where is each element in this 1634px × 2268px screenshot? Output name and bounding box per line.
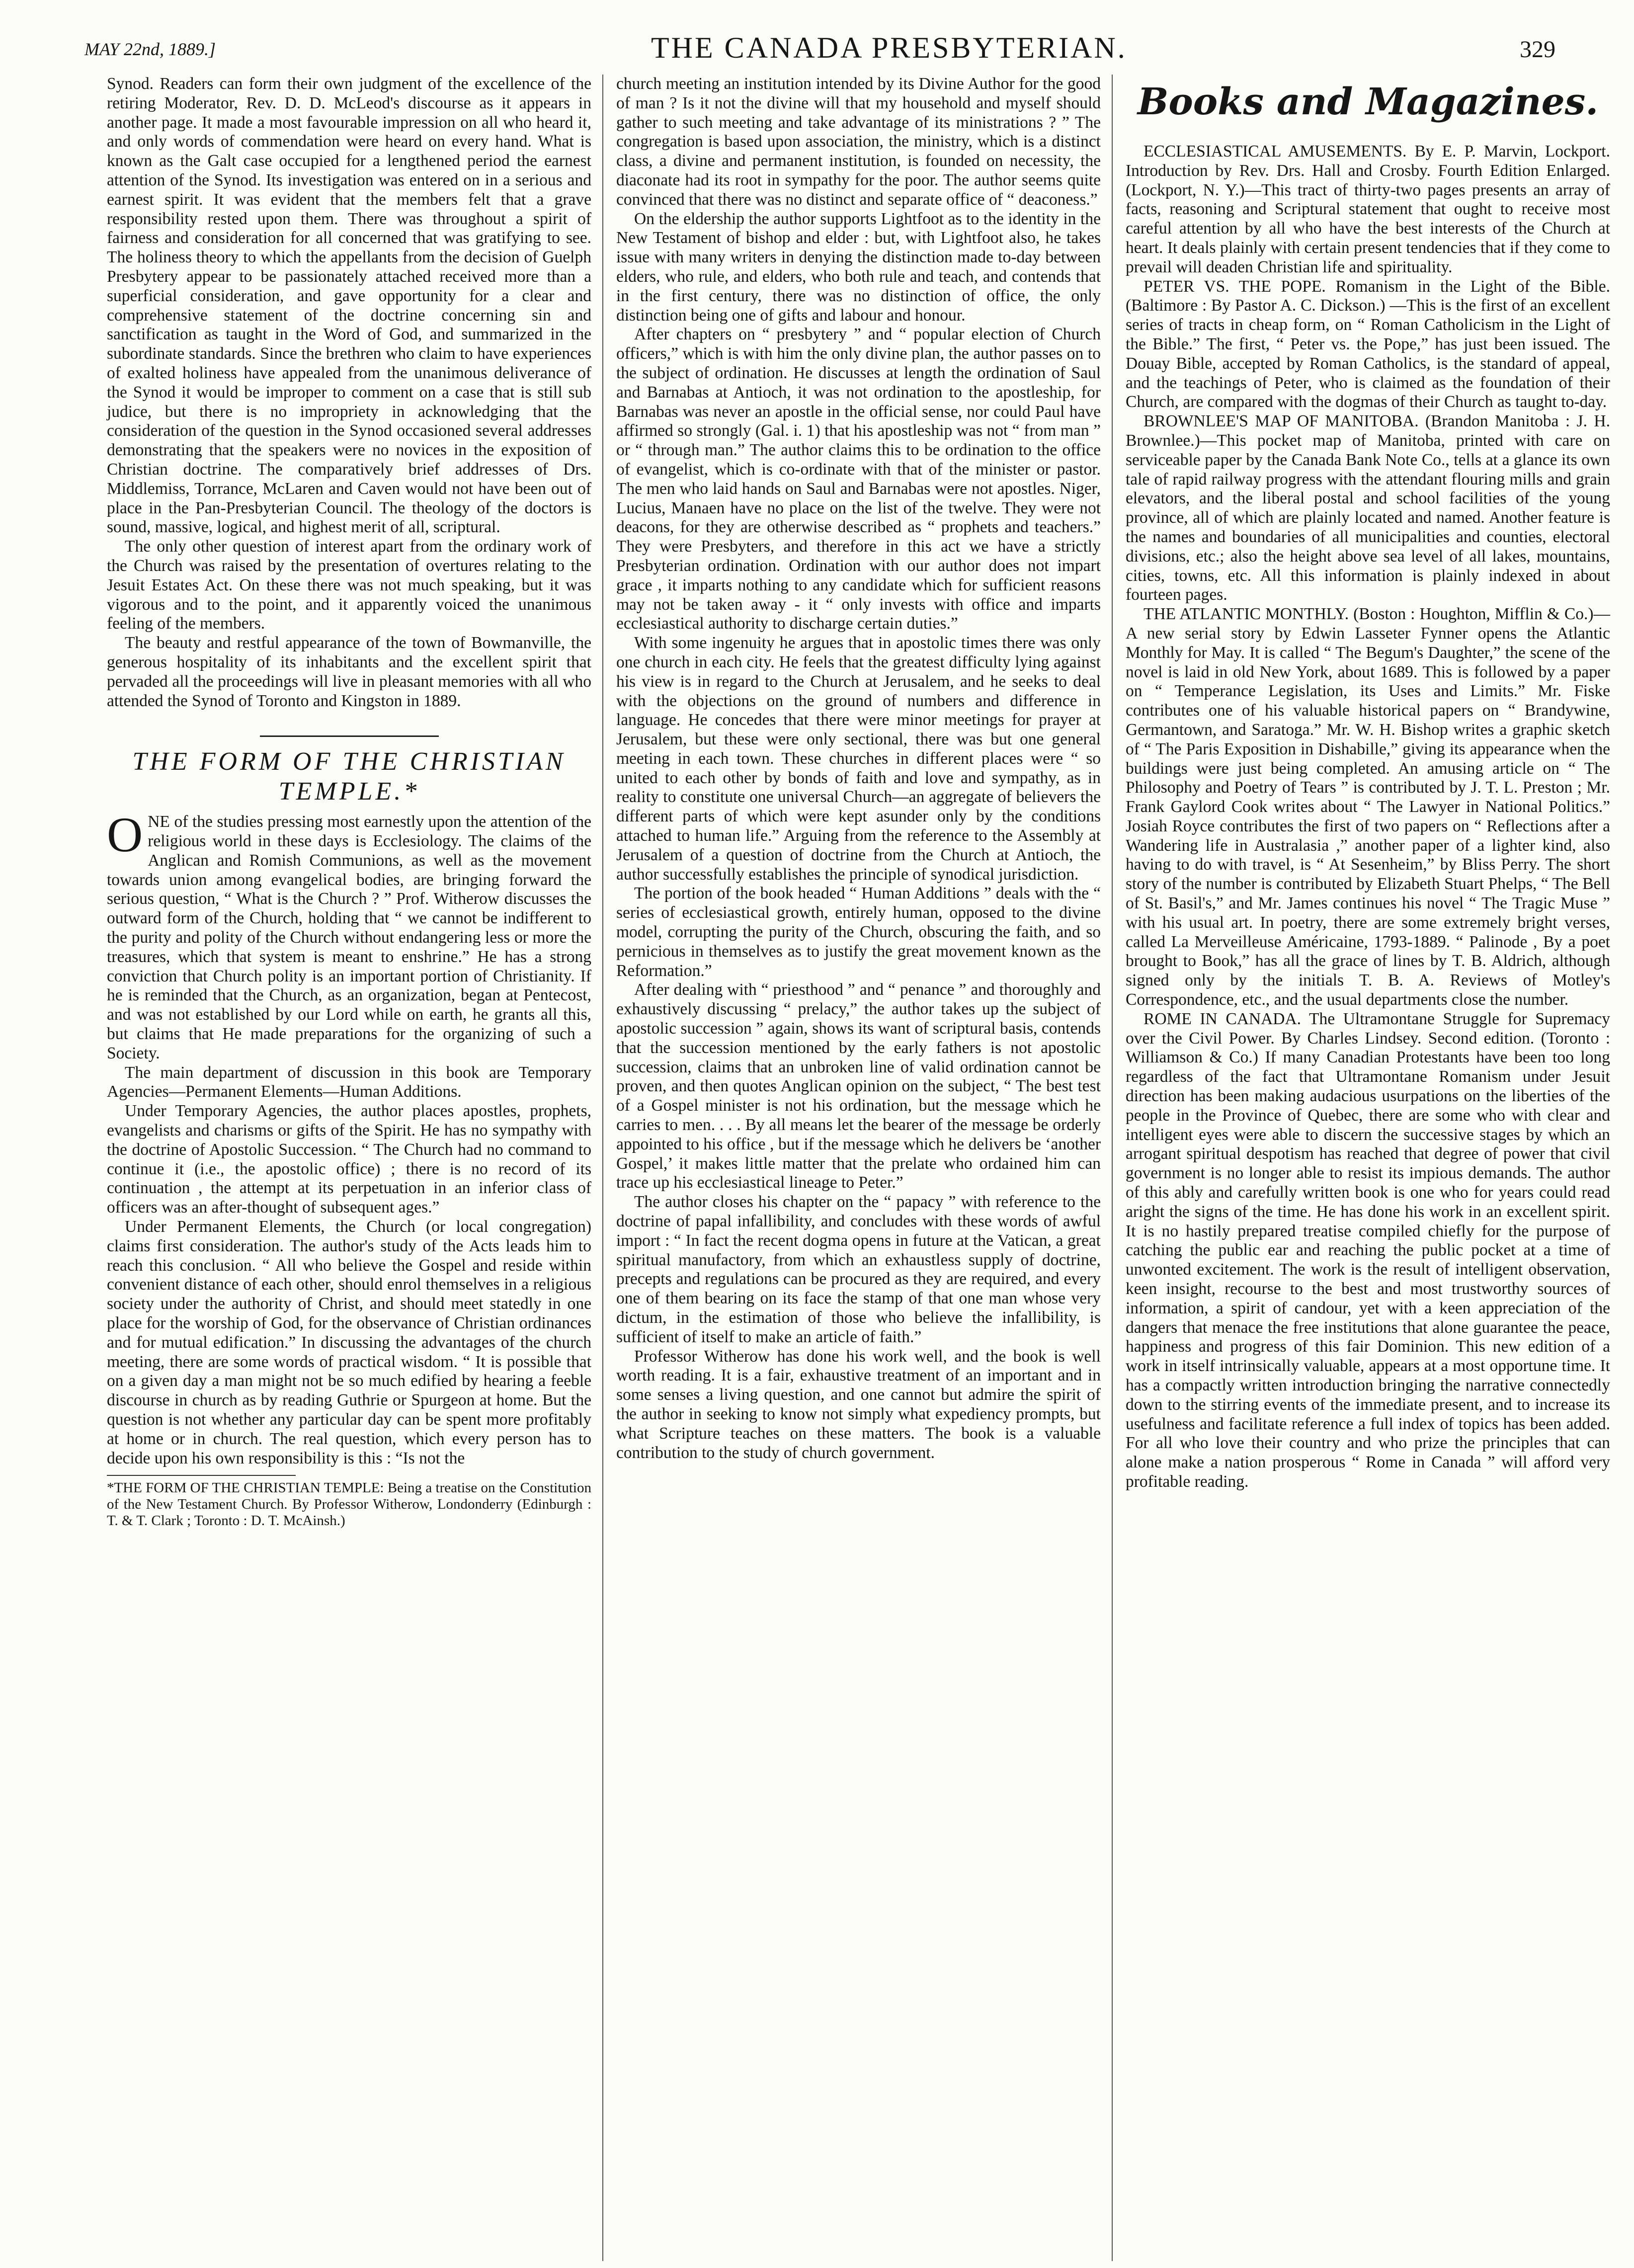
column-divider [1112, 75, 1113, 2261]
footnote-rule [107, 1475, 296, 1476]
paragraph: After chapters on “ presbytery ” and “ popular election of Church officers,” which is with him the only divine plan, the author passes on to the subject of ordination. He discusses at length the ordination of Saul and Barnabas at Antioch, it was not ordination to the apostleship, for Barnabas was never an apostle in the official sense, nor could Paul have affirmed so strongly (Gal. i. 1) that his apostleship was not “ from man ” or “ through man.” The author claims this to be ordination to the office of evangelist, which is co-ordinate with that of the minister or pastor. The men who laid hands on Saul and Barnabas were not apostles. Niger, Lucius, Manaen have no place on the list of the twelve. They were not deacons, for they are otherwise described as “ prophets and teachers.” They were Presbyters, and therefore in this act we have a strictly Presbyterian ordination. Ordination with our author does not impart grace , it imparts nothing to any candidate which for sufficient reasons may not be taken away - it “ only invests with office and imparts ecclesiastical authority to discharge certain duties.” [616, 325, 1101, 633]
paragraph: With some ingenuity he argues that in apostolic times there was only one church in each city. He feels that the greatest difficulty lying against his view is in regard to the Church at Jerusalem, and he seeks to deal with the objections on the ground of numbers and difference in language. He concedes that there were minor meetings for prayer at Jerusalem, but these were only sectional, there was but one general meeting in each town. These churches in different places were “ so united to each other by bonds of faith and love and sympathy, as in reality to constitute one universal Church—an aggregate of believers the different parts of which were kept asunder only by the conditions attached to human life.” Arguing from the reference to the Assembly at Jerusalem of a question of doctrine from the Church at Antioch, the author successfully establishes the principle of synodical jurisdiction. [616, 634, 1101, 884]
column-divider [602, 75, 603, 2261]
paragraph: Under Permanent Elements, the Church (or local congregation) claims first consideration. The author's study of the Acts leads him to reach this conclusion. “ All who believe the Gospel and reside within convenient distance of each other, should enrol themselves in a religious society under the authority of Christ, and should meet statedly in one place for the worship of God, for the observance of Christian ordinances and for mutual edification.” In discussing the advantages of the church meeting, there are some words of practical wisdom. “ It is possible that on a given day a man might not be so much edified by hearing a feeble discourse in church as by reading Guthrie or Spurgeon at home. But the question is not whether any particular day can be spent more profitably at home or in church. The real question, which every person has to decide upon his own responsibility is this : “Is not the [107, 1217, 591, 1467]
paragraph: NE of the studies pressing most earnestly upon the attention of the religious world in these days is Ecclesiology. The claims of the Anglican and Romish Communions, as well as the movement towards union among evangelical bodies, are bringing forward the serious question, “ What is the Church ? ” Prof. Witherow discusses the outward form of the Church, holding that “ we cannot be indifferent to the purity and polity of the Church without endangering less or more the treasures, which that system is meant to enshrine.” He has a strong conviction that Church polity is an important portion of Christianity. If he is reminded that the Church, as an organization, began at Pentecost, and was not established by our Lord while on earth, he grants all this, but claims that He made preparations for the organizing of such a Society. [107, 812, 591, 1062]
paragraph: After dealing with “ priesthood ” and “ penance ” and thoroughly and exhaustively discussing “ prelacy,” the author takes up the subject of apostolic succession ” again, shows its want of scriptural basis, contends that the succession mentioned by the early fathers is not apostolic succession, claims that an unbroken line of valid ordination cannot be proven, and then quotes Anglican opinion on the subject, “ The best test of a Gospel minister is not his ordination, but the message which he carries to men. . . . By all means let the bearer of the message be orderly appointed to his office , but if the message which he delivers be ‘another Gospel,’ it makes little matter that the prelate who ordained him can trace up his ecclesiastical lineage to Peter.” [616, 980, 1101, 1192]
paragraph: The main department of discussion in this book are Temporary Agencies—Permanent Elements—Human Additions. [107, 1063, 591, 1101]
paragraph: The only other question of interest apart from the ordinary work of the Church was raised by the presentation of overtures relating to the Jesuit Estates Act. On these there was not much speaking, but it was vigorous and to the point, and it apparently voiced the unanimous feeling of the members. [107, 537, 591, 633]
column-1 [107, 75, 591, 1529]
review-entry: PETER VS. THE POPE. Romanism in the Light of the Bible. (Baltimore : By Pastor A. C. Dickson.) —This is the first of an excellent series of tracts in cheap form, on “ Roman Catholicism in the Light of the Bible.” The first, “ Peter vs. the Pope,” has just been issued. The Douay Bible, accepted by Roman Catholics, is the standard of appeal, and the teachings of Peter, who is claimed as the foundation of their Church, are compared with the dogmas of their Church as taught to-day. [1126, 277, 1610, 411]
review-entry: THE ATLANTIC MONTHLY. (Boston : Houghton, Mifflin & Co.)—A new serial story by Edwin Lasseter Fynner opens the Atlantic Monthly for May. It is called “ The Begum's Daughter,” the scene of the novel is laid in old New York, about 1689. This is followed by a paper on “ Temperance Legislation, its Uses and Limits.” Mr. Fiske contributes one of his valuable historical papers on “ Brandywine, Germantown, and Saratoga.” Mr. W. H. Bishop writes a graphic sketch of “ The Paris Exposition in Dishabille,” giving its appearance when the buildings were just being completed. An amusing article on “ The Philosophy and Poetry of Tears ” is contributed by J. T. L. Preston ; Mr. Frank Gaylord Cook writes about “ The Lawyer in National Politics.” Josiah Royce contributes the first of two papers on “ Reflections after a Wandering life in Australasia ,” another paper of a lighter kind, also having to do with travel, is “ At Sesenheim,” by Bliss Perry. The short story of the number is contributed by Elizabeth Stuart Phelps, “ The Bell of St. Basil's,” and Mr. James continues his novel “ The Tragic Muse ” with his usual art. In poetry, there are some extremely bright verses, called La Merveilleuse Américaine, 1793-1889. “ Palinode , By a poet brought to Book,” has all the grace of lines by T. B. Aldrich, although signed only by the initials T. B. A. Reviews of Motley's Correspondence, etc., and the usual departments close the number. [1126, 605, 1610, 1009]
paragraph: Professor Witherow has done his work well, and the book is well worth reading. It is a fair, exhaustive treatment of an important and in some senses a living question, and one cannot but admire the spirit of the author in seeking to know not simply what expediency prompts, but what Scripture teaches on these matters. The book is a valuable contribution to the study of church government. [616, 1347, 1101, 1462]
paragraph: Under Temporary Agencies, the author places apostles, prophets, evangelists and charisms or gifts of the Spirit. He has no sympathy with the doctrine of Apostolic Succession. “ The Church had no command to continue it (i.e., the apostolic office) ; there is no record of its continuation , the attempt at its perpetuation in an inferior class of officers was an after-thought of subsequent ages.” [107, 1102, 591, 1217]
drop-cap: O [107, 807, 143, 863]
divider [260, 735, 439, 737]
review-entry: BROWNLEE'S MAP OF MANITOBA. (Brandon Manitoba : J. H. Brownlee.)—This pocket map of Manitoba, printed with care on serviceable paper by the Canada Bank Note Co., tells at a glance its own tale of rapid railway progress with the attendant flouring mills and grain elevators, and the liberal postal and school facilities of the young province, all of which are plainly located and named. Another feature is the names and boundaries of all municipalities and counties, electoral divisions, etc.; also the height above sea level of all lakes, mountains, cities, towns, etc. All this information is plainly indexed in about fourteen pages. [1126, 412, 1610, 604]
article-title: THE FORM OF THE CHRISTIAN TEMPLE.* [132, 747, 566, 806]
section-title: Books and Magazines. [1137, 81, 1599, 123]
page-header [84, 14, 1555, 64]
column-3 [1126, 75, 1610, 1492]
paragraph: The portion of the book headed “ Human Additions ” deals with the “ series of ecclesiastical growth, entirely human, opposed to the divine model, corrupting the purity of the Church, obscuring the faith, and so pernicious in themselves as to justify the great movement known as the Reformation.” [616, 884, 1101, 980]
paragraph: The beauty and restful appearance of the town of Bowmanville, the generous hospitality of its inhabitants and the excellent spirit that pervaded all the proceedings will live in pleasant memories with all who attended the Synod of Toronto and Kingston in 1889. [107, 634, 591, 710]
page-number: 329 [1520, 36, 1555, 63]
column-2 [616, 75, 1101, 1462]
paragraph: On the eldership the author supports Lightfoot as to the identity in the New Testament of bishop and elder : but, with Lightfoot also, he takes issue with many writers in denying the distinction made to-day between elders, who rule, and elders, who both rule and teach, and contends that in the first century, there was no distinction of office, the only distinction being one of gifts and labour and honour. [616, 209, 1101, 324]
footnote: *THE FORM OF THE CHRISTIAN TEMPLE: Being a treatise on the Constitution of the New Testament Church. By Professor Witherow, Londonderry (Edinburgh : T. & T. Clark ; Toronto : D. T. McAinsh.) [107, 1480, 591, 1529]
issue-date: MAY 22nd, 1889.] [84, 39, 216, 59]
paragraph: Synod. Readers can form their own judgment of the excellence of the retiring Moderator, Rev. D. D. McLeod's discourse as it appears in another page. It made a most favourable impression on all who heard it, and only words of commendation were heard on every hand. What is known as the Galt case occupied for a lengthened period the earnest attention of the Synod. Its investigation was entered on in a serious and earnest spirit. It was evident that the members felt that a grave responsibility rested upon them. There was throughout a spirit of fairness and consideration for all concerned that was gratifying to see. The holiness theory to which the appellants from the decision of Guelph Presbytery appear to be passionately attached received more than a superficial consideration, and gave opportunity for a clear and comprehensive statement of the doctrine concerning sin and sanctification as taught in the Word of God, and summarized in the subordinate standards. Since the brethren who claim to have experiences of exalted holiness have appealed from the unanimous deliverance of the Synod it would be improper to comment on a case that is still sub judice, but there is no impropriety in acknowledging that the consideration of the question in the Synod occasioned several addresses demonstrating that the speakers were no novices in the exposition of Christian doctrine. The comparatively brief addresses of Drs. Middlemiss, Torrance, McLaren and Caven would not have been out of place in the Pan-Presbyterian Council. The theology of the doctors is sound, massive, logical, and highest merit of all, scriptural. [107, 75, 591, 537]
review-entry: ECCLESIASTICAL AMUSEMENTS. By E. P. Marvin, Lockport. Introduction by Rev. Drs. Hall and Crosby. Fourth Edition Enlarged. (Lockport, N. Y.)—This tract of thirty-two pages presents an array of facts, reasoning and Scriptural statement that ought to receive most careful attention by all who have the best interests of the Church at heart. It deals plainly with certain present tendencies that if they come to prevail will deaden Christian life and spirituality. [1126, 142, 1610, 276]
paragraph: church meeting an institution intended by its Divine Author for the good of man ? Is it not the divine will that my household and myself should gather to such meeting and take advantage of its ministrations ? ” The congregation is based upon association, the ministry, which is a distinct class, a divine and permanent institution, is founded on necessity, the diaconate had its root in sympathy for the poor. The author seems quite convinced that there was no distinct and separate office of “ deaconess.” [616, 75, 1101, 209]
paragraph: The author closes his chapter on the “ papacy ” with reference to the doctrine of papal infallibility, and concludes with these words of awful import : “ In fact the recent dogma opens in future at the Vatican, a great spiritual manufactory, from which an exhaustless supply of doctrine, precepts and regulations can be procured as they are required, and every one of them bearing on its face the stamp of that one man whose very dictum, in the estimation of those who believe the infallibility, is sufficient of itself to make an article of faith.” [616, 1193, 1101, 1346]
journal-title: THE CANADA PRESBYTERIAN. [651, 31, 1127, 64]
review-entry: ROME IN CANADA. The Ultramontane Struggle for Supremacy over the Civil Power. By Charles Lindsey. Second edition. (Toronto : Williamson & Co.) If many Canadian Protestants have been too long regardless of the fact that Ultramontane Romanism under Jesuit direction has been making audacious usurpations on the liberties of the people in the Province of Quebec, there are some who with clear and intelligent eyes were able to discern the successive stages by which an arrogant spiritual despotism has reached that degree of power that civil government is no longer able to resist its impious demands. The author of this ably and carefully written book is one who for years could read aright the signs of the time. He has done his work in an excellent spirit. It is no hastily prepared treatise compiled chiefly for the purpose of catching the public ear and reaching the public pocket at a time of unwonted excitement. The work is the result of intelligent observation, keen insight, recourse to the best and most trustworthy sources of information, a spirit of candour, yet with a keen appreciation of the dangers that menace the free institutions that alone guarantee the peace, happiness and progress of this fair Dominion. This new edition of a work in itself intrinsically valuable, appears at a most opportune time. It has a compactly written introduction bringing the narrative connectedly down to the stirring events of the immediate present, and to increase its usefulness and facilitate reference a full index of topics has been added. For all who love their country and who prize the principles that can alone make a nation prosperous “ Rome in Canada ” will afford very profitable reading. [1126, 1009, 1610, 1491]
